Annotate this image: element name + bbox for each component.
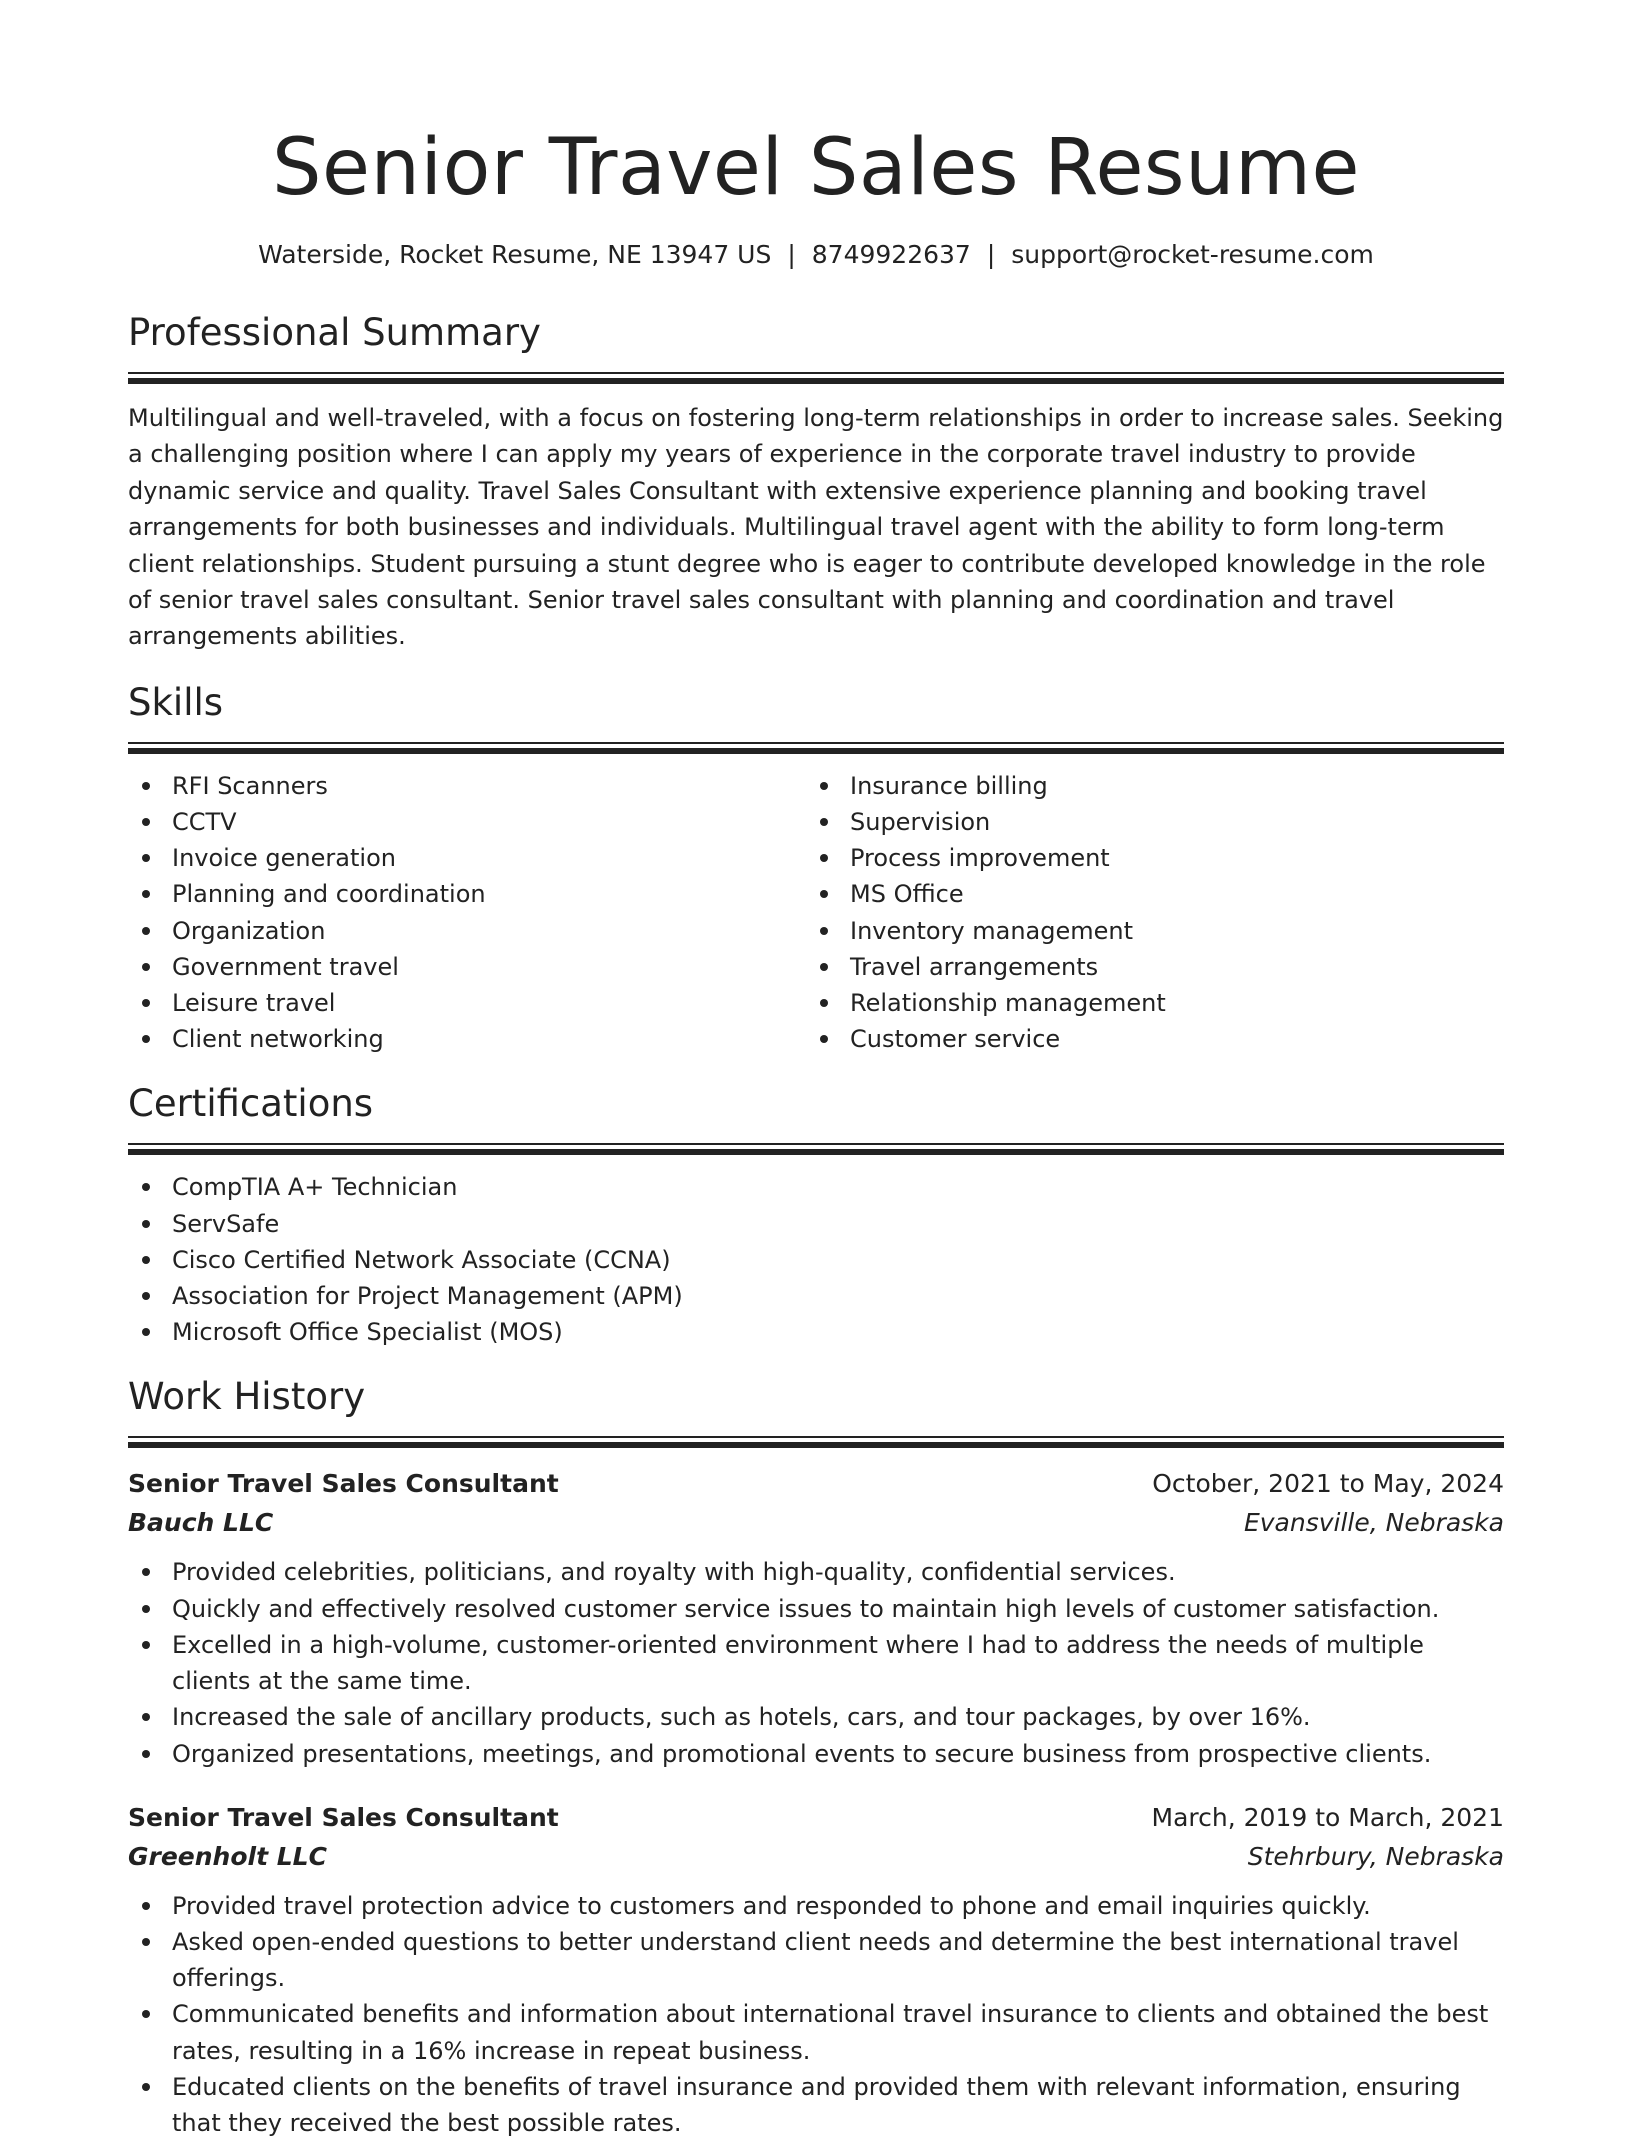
job-title: Senior Travel Sales Consultant bbox=[128, 1469, 559, 1499]
bullet-icon bbox=[142, 1902, 150, 1910]
certification-item: Microsoft Office Specialist (MOS) bbox=[128, 1314, 1504, 1350]
job-header-row bbox=[128, 1798, 1504, 1837]
bullet-icon bbox=[142, 854, 150, 862]
bullet-icon bbox=[142, 1568, 150, 1576]
job-duty-item: Asked open-ended questions to better understand client needs and determine the best international travel offerings. bbox=[128, 1924, 1504, 1996]
contact-phone: 8749922637 bbox=[811, 240, 971, 269]
bullet-icon bbox=[142, 1605, 150, 1613]
bullet-icon bbox=[142, 963, 150, 971]
bullet-icon bbox=[142, 1292, 150, 1300]
section-divider bbox=[128, 372, 1504, 384]
job-company: Greenholt LLC bbox=[128, 1841, 327, 1871]
job-dates: October, 2021 to May, 2024 bbox=[1152, 1469, 1504, 1499]
contact-address: Waterside, Rocket Resume, NE 13947 US bbox=[258, 240, 772, 269]
section-title-summary: Professional Summary bbox=[128, 311, 541, 354]
bullet-icon bbox=[142, 2010, 150, 2018]
bullet-icon bbox=[820, 818, 828, 826]
skills-list-right bbox=[806, 768, 1484, 1058]
job-duty-item: Communicated benefits and information about international travel insurance to clients and obtained the best rates, resulting in a 16% increase in repeat business. bbox=[128, 1996, 1504, 2068]
skill-item: Client networking bbox=[128, 1021, 806, 1057]
bullet-icon bbox=[142, 1641, 150, 1649]
bullet-icon bbox=[142, 1713, 150, 1721]
section-divider bbox=[128, 1436, 1504, 1448]
job-entry bbox=[128, 1798, 1504, 2141]
bullet-icon bbox=[142, 1328, 150, 1336]
bullet-icon bbox=[820, 890, 828, 898]
resume-title: Senior Travel Sales Resume bbox=[272, 123, 1360, 213]
job-location: Evansville, Nebraska bbox=[1243, 1508, 1504, 1538]
certification-item: CompTIA A+ Technician bbox=[128, 1169, 1504, 1205]
certification-item: Association for Project Management (APM) bbox=[128, 1278, 1504, 1314]
job-title: Senior Travel Sales Consultant bbox=[128, 1802, 559, 1832]
bullet-icon bbox=[142, 1750, 150, 1758]
bullet-icon bbox=[142, 1938, 150, 1946]
certifications-section bbox=[128, 1079, 1504, 1350]
certification-item: Cisco Certified Network Associate (CCNA) bbox=[128, 1242, 1504, 1278]
section-title-certifications: Certifications bbox=[128, 1082, 374, 1126]
certifications-list bbox=[128, 1169, 1504, 1350]
bullet-icon bbox=[820, 999, 828, 1007]
bullet-icon bbox=[820, 963, 828, 971]
job-duty-item: Increased the sale of ancillary products, such as hotels, cars, and tour packages, by over 16%. bbox=[128, 1699, 1504, 1735]
job-duty-item: Quickly and effectively resolved customer service issues to maintain high levels of customer satisfaction. bbox=[128, 1591, 1504, 1627]
bullet-icon bbox=[820, 854, 828, 862]
job-subheader-row bbox=[128, 1837, 1504, 1876]
section-divider bbox=[128, 1143, 1504, 1155]
bullet-icon bbox=[142, 782, 150, 790]
resume-page bbox=[128, 0, 1504, 2141]
skill-item: Customer service bbox=[806, 1021, 1484, 1057]
skill-item: Travel arrangements bbox=[806, 949, 1484, 985]
job-duty-item: Organized presentations, meetings, and promotional events to secure business from prospective clients. bbox=[128, 1736, 1504, 1772]
summary-text: Multilingual and well-traveled, with a focus on fostering long-term relationships in order to increase sales. Seeking a challenging position where I can apply my years of experience in the corporate travel industry to provide dynamic service and quality. Travel Sales Consultant with extensive experience planning and booking travel arrangements for both businesses and individuals. Multilingual travel agent with the ability to form long-term client relationships. Student pursuing a stunt degree who is eager to contribute developed knowledge in the role of senior travel sales consultant. Senior travel sales consultant with planning and coordination and travel arrangements abilities. bbox=[128, 404, 1504, 651]
bullet-icon bbox=[142, 2083, 150, 2091]
bullet-icon bbox=[142, 999, 150, 1007]
job-duty-item: Provided celebrities, politicians, and royalty with high-quality, confidential services. bbox=[128, 1554, 1504, 1590]
job-duty-item: Excelled in a high-volume, customer-oriented environment where I had to address the needs of multiple clients at the same time. bbox=[128, 1627, 1504, 1699]
skill-item: RFI Scanners bbox=[128, 768, 806, 804]
job-header-row bbox=[128, 1464, 1504, 1503]
section-divider bbox=[128, 742, 1504, 754]
bullet-icon bbox=[820, 927, 828, 935]
skill-item: Organization bbox=[128, 913, 806, 949]
skill-item: CCTV bbox=[128, 804, 806, 840]
skill-item: Relationship management bbox=[806, 985, 1484, 1021]
work-history-section bbox=[128, 1372, 1504, 2141]
job-company: Bauch LLC bbox=[128, 1508, 274, 1538]
skill-item: Government travel bbox=[128, 949, 806, 985]
bullet-icon bbox=[142, 890, 150, 898]
contact-separator: | bbox=[787, 240, 796, 269]
summary-section bbox=[128, 308, 1504, 655]
job-subheader-row bbox=[128, 1503, 1504, 1542]
contact-separator: | bbox=[986, 240, 996, 269]
skill-item: Inventory management bbox=[806, 913, 1484, 949]
section-title-skills: Skills bbox=[128, 680, 224, 724]
bullet-icon bbox=[142, 927, 150, 935]
bullet-icon bbox=[820, 782, 828, 790]
skills-section bbox=[128, 678, 1504, 1058]
contact-line bbox=[128, 238, 1504, 272]
skill-item: Process improvement bbox=[806, 840, 1484, 876]
job-duty-item: Provided travel protection advice to customers and responded to phone and email inquiries quickly. bbox=[128, 1888, 1504, 1924]
skills-list-left bbox=[128, 768, 806, 1058]
job-location: Stehrbury, Nebraska bbox=[1247, 1841, 1504, 1871]
skills-columns bbox=[128, 768, 1504, 1058]
section-title-work-history: Work History bbox=[128, 1375, 366, 1419]
bullet-icon bbox=[142, 1035, 150, 1043]
job-duties-list bbox=[128, 1554, 1504, 1771]
bullet-icon bbox=[142, 818, 150, 826]
skill-item: Leisure travel bbox=[128, 985, 806, 1021]
job-entry bbox=[128, 1464, 1504, 1771]
bullet-icon bbox=[142, 1183, 150, 1191]
job-duty-item: Educated clients on the benefits of travel insurance and provided them with relevant information, ensuring that they received the best possible rates. bbox=[128, 2069, 1504, 2141]
bullet-icon bbox=[142, 1220, 150, 1228]
skill-item: Planning and coordination bbox=[128, 876, 806, 912]
bullet-icon bbox=[142, 1256, 150, 1264]
certification-item: ServSafe bbox=[128, 1206, 1504, 1242]
skill-item: Invoice generation bbox=[128, 840, 806, 876]
contact-email: support@rocket-resume.com bbox=[1011, 240, 1374, 269]
skill-item: Supervision bbox=[806, 804, 1484, 840]
bullet-icon bbox=[820, 1035, 828, 1043]
skill-item: MS Office bbox=[806, 876, 1484, 912]
job-duties-list bbox=[128, 1888, 1504, 2141]
job-dates: March, 2019 to March, 2021 bbox=[1151, 1802, 1504, 1832]
skill-item: Insurance billing bbox=[806, 768, 1484, 804]
